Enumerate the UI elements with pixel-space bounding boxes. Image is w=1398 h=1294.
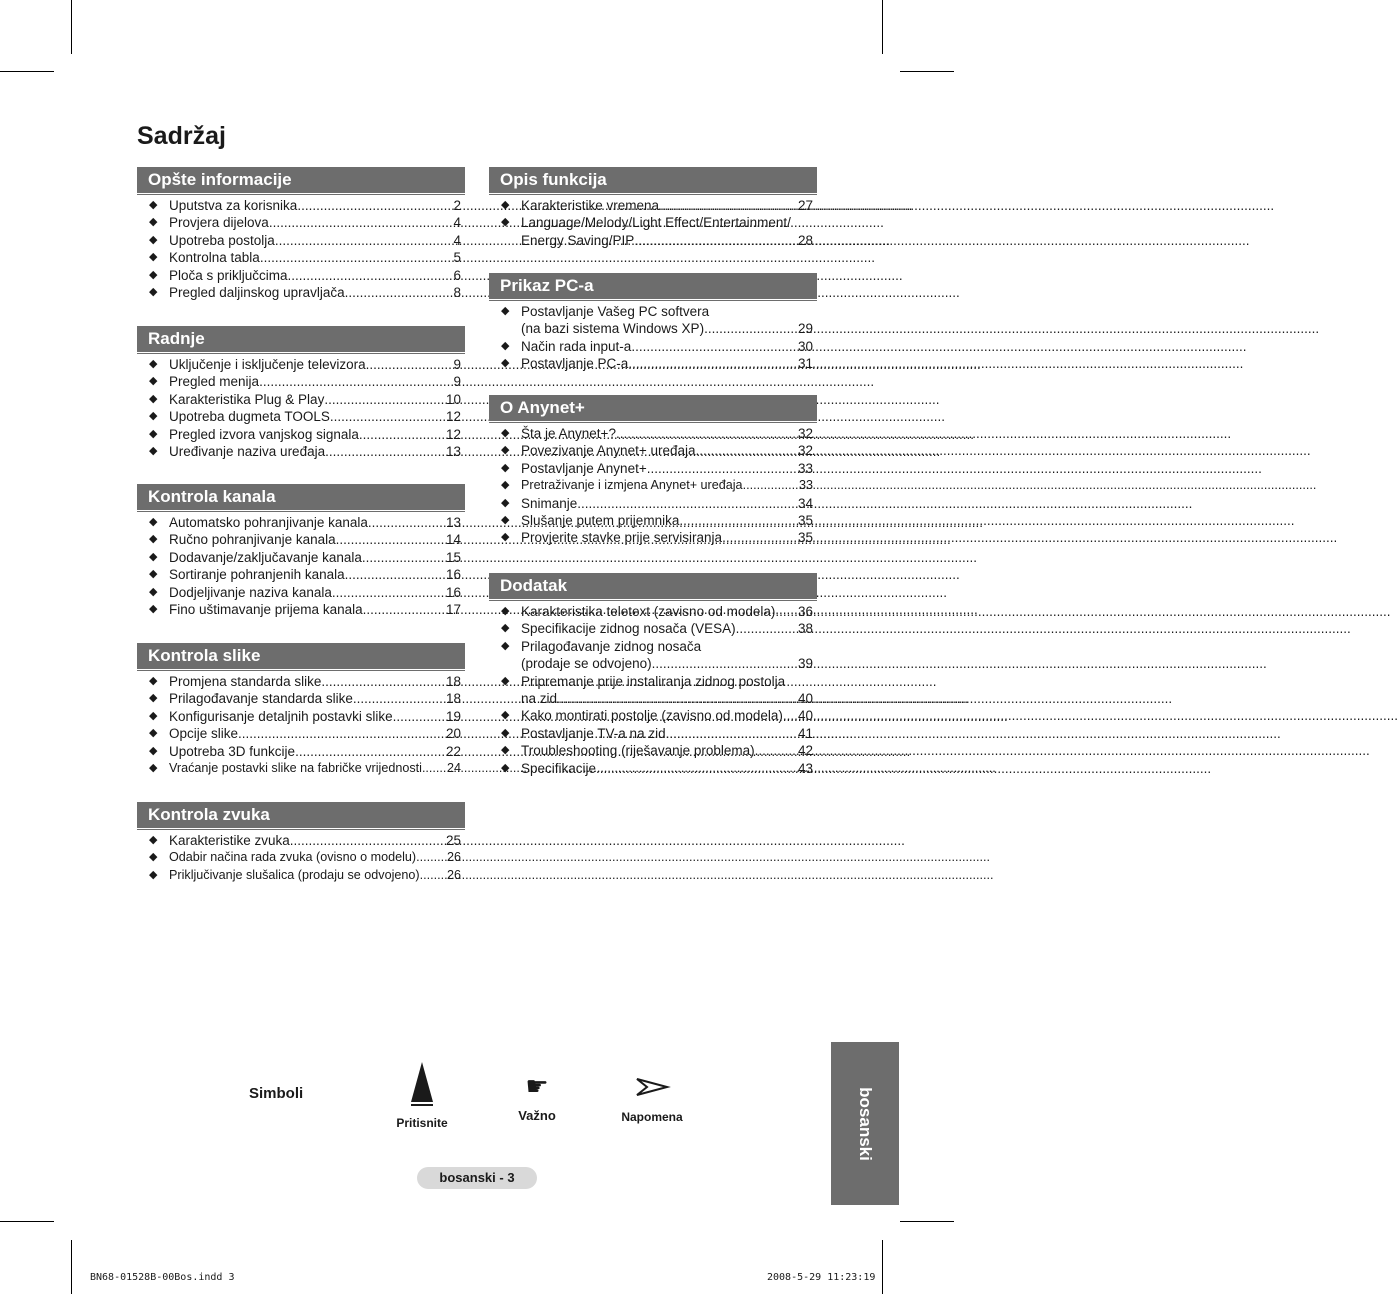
- dot-leader: [652, 655, 797, 672]
- crop-mark: [882, 1240, 883, 1294]
- toc-page-number: 6: [453, 267, 461, 283]
- symbols-label: Simboli: [249, 1085, 304, 1102]
- diamond-bullet-icon: ◆: [149, 533, 158, 546]
- section-items: [489, 303, 817, 373]
- diamond-bullet-icon: ◆: [149, 427, 158, 440]
- diamond-bullet-icon: ◆: [149, 392, 158, 405]
- toc-entry-text-line1: Pripremanje prije instaliranja zidnog postolja: [521, 673, 786, 689]
- toc-entry-text: Priključivanje slušalica (prodaju se odvojeno): [169, 867, 420, 882]
- toc-entry-text: Šta je Anynet+?: [521, 426, 616, 441]
- toc-entry[interactable]: [137, 197, 465, 214]
- diamond-bullet-icon: ◆: [149, 445, 158, 458]
- toc-entry-text: Ručno pohranjivanje kanala: [169, 532, 336, 548]
- dot-leader: [420, 867, 446, 884]
- toc-page-number: 33: [797, 460, 813, 476]
- toc-entry-text: Fino uštimavanje prijema kanala: [169, 602, 363, 618]
- toc-page-number: 27: [797, 198, 813, 213]
- diamond-bullet-icon: ◆: [501, 605, 510, 617]
- toc-page-number: 35: [797, 530, 813, 546]
- dot-leader: [634, 232, 797, 249]
- toc-entry-text: Karakteristike zvuka: [169, 833, 290, 848]
- diamond-bullet-icon: ◆: [501, 427, 510, 439]
- dot-leader: [743, 477, 798, 494]
- toc-entry[interactable]: [489, 620, 817, 637]
- toc-entry[interactable]: [137, 832, 465, 849]
- toc-entry-text: Provjerite stavke prije servisiranja: [521, 530, 723, 546]
- toc-page-number: 17: [445, 602, 461, 618]
- dot-leader: [238, 725, 445, 742]
- section-heading: Kontrola slike: [137, 643, 465, 669]
- dot-leader: [422, 760, 446, 777]
- toc-page-number: 19: [445, 708, 461, 724]
- dot-leader: [366, 356, 453, 373]
- diamond-bullet-icon: ◆: [501, 444, 510, 457]
- toc-entry-text: Upotreba dugmeta TOOLS: [169, 409, 330, 425]
- toc-section: [489, 273, 817, 373]
- diamond-bullet-icon: ◆: [149, 550, 158, 563]
- diamond-bullet-icon: ◆: [501, 639, 510, 652]
- dot-leader: [324, 391, 445, 408]
- diamond-bullet-icon: ◆: [149, 375, 158, 388]
- dot-leader: [345, 284, 453, 301]
- toc-page-number: 35: [797, 513, 813, 529]
- dot-leader: [362, 549, 445, 566]
- side-tab-label: bosanski: [856, 1086, 875, 1161]
- crop-mark: [882, 0, 883, 54]
- diamond-bullet-icon: ◆: [501, 514, 510, 527]
- diamond-bullet-icon: ◆: [149, 744, 158, 757]
- diamond-bullet-icon: ◆: [149, 233, 158, 246]
- diamond-bullet-icon: ◆: [501, 674, 510, 687]
- toc-entry[interactable]: [489, 603, 817, 620]
- dot-leader: [295, 743, 445, 760]
- dot-leader: [722, 529, 797, 546]
- toc-entry[interactable]: [137, 214, 465, 231]
- section-heading: Prikaz PC-a: [489, 273, 817, 299]
- toc-entry-text: Dodavanje/zaključavanje kanala: [169, 549, 362, 565]
- toc-section: [137, 802, 465, 884]
- diamond-bullet-icon: ◆: [149, 358, 158, 370]
- toc-entry-text: Promjena standarda slike: [169, 674, 322, 689]
- toc-entry[interactable]: [489, 477, 817, 494]
- section-heading: Opis funkcija: [489, 167, 817, 193]
- toc-page-number: 33: [798, 478, 813, 493]
- diamond-bullet-icon: ◆: [149, 675, 158, 687]
- diamond-bullet-icon: ◆: [149, 603, 158, 616]
- symbol-caption: Napomena: [621, 1110, 683, 1124]
- toc-entry-text: Snimanje: [521, 495, 578, 511]
- dot-leader: [596, 760, 797, 777]
- dot-leader: [275, 232, 453, 249]
- toc-page-number: 38: [797, 621, 813, 637]
- section-items: [137, 197, 465, 301]
- dot-leader: [363, 601, 445, 618]
- diamond-bullet-icon: ◆: [501, 305, 510, 317]
- toc-page-number: 16: [445, 584, 461, 600]
- toc-section: [137, 326, 465, 460]
- toc-entry[interactable]: [137, 373, 465, 390]
- toc-entry[interactable]: [137, 708, 465, 725]
- dot-leader: [557, 690, 797, 707]
- toc-entry-text: Dodjeljivanje naziva kanala: [169, 584, 332, 600]
- toc-page-number: 25: [445, 833, 461, 848]
- diamond-bullet-icon: ◆: [149, 727, 158, 740]
- toc-entry[interactable]: [489, 303, 817, 338]
- toc-entry[interactable]: [137, 743, 465, 760]
- diamond-bullet-icon: ◆: [149, 516, 158, 528]
- toc-page-number: 16: [445, 567, 461, 583]
- toc-page-number: 40: [797, 708, 813, 724]
- section-items: [137, 673, 465, 777]
- toc-entry-text: Kontrolna tabla: [169, 250, 260, 266]
- toc-page-number: 43: [797, 760, 813, 776]
- crop-mark: [900, 1221, 954, 1222]
- section-heading: Radnje: [137, 326, 465, 352]
- toc-page-number: 30: [797, 338, 813, 354]
- toc-entry[interactable]: [489, 673, 817, 708]
- toc-section: [489, 395, 817, 547]
- page-title: Sadržaj: [137, 122, 226, 150]
- dot-leader: [332, 584, 445, 601]
- toc-entry[interactable]: [137, 673, 465, 690]
- toc-page-number: 9: [453, 374, 461, 390]
- toc-entry[interactable]: [489, 707, 817, 724]
- dot-leader: [345, 566, 445, 583]
- dot-leader: [297, 197, 452, 214]
- dot-leader: [321, 673, 445, 690]
- dot-leader: [679, 512, 797, 529]
- dot-leader: [736, 620, 797, 637]
- toc-entry-text: Kako montirati postolje (zavisno od modela): [521, 708, 783, 724]
- toc-page-number: 8: [453, 285, 461, 301]
- dot-leader: [783, 707, 797, 724]
- toc-entry[interactable]: [489, 495, 817, 512]
- section-items: [489, 425, 817, 547]
- toc-entry[interactable]: [489, 442, 817, 459]
- toc-entry[interactable]: [489, 512, 817, 529]
- diamond-bullet-icon: ◆: [501, 479, 510, 492]
- toc-page-number: 5: [453, 250, 461, 266]
- symbol-press: [392, 1060, 452, 1130]
- toc-section: [137, 167, 465, 301]
- toc-entry[interactable]: [137, 601, 465, 618]
- language-side-tab: [831, 1042, 899, 1205]
- dot-leader: [416, 849, 446, 866]
- dot-leader: [336, 531, 445, 548]
- toc-entry-text: (na bazi sistema Windows XP): [521, 321, 705, 337]
- dot-leader: [290, 832, 445, 849]
- toc-page-number: 4: [453, 215, 461, 231]
- toc-entry-text: Karakteristike vremena: [521, 198, 660, 213]
- toc-entry-text: (prodaje se odvojeno): [521, 656, 652, 672]
- toc-entry-text: Provjera dijelova: [169, 215, 269, 231]
- toc-entry-text: Uključenje i isključenje televizora: [169, 357, 366, 372]
- section-heading: Opšte informacije: [137, 167, 465, 193]
- toc-entry-text-line1: Language/Melody/Light Effect/Entertainment/: [521, 215, 791, 231]
- symbol-note: [617, 1072, 687, 1124]
- toc-entry[interactable]: [489, 638, 817, 673]
- toc-entry-text: Postavljanje TV-a na zid: [521, 725, 666, 741]
- toc-entry[interactable]: [137, 284, 465, 301]
- toc-page-number: 34: [797, 495, 813, 511]
- toc-entry[interactable]: [137, 391, 465, 408]
- toc-page-number: 42: [797, 743, 813, 759]
- toc-entry[interactable]: [137, 566, 465, 583]
- arrow-note-icon: [635, 1075, 669, 1099]
- dot-leader: [755, 742, 797, 759]
- toc-entry-text: Pretraživanje i izmjena Anynet+ uređaja: [521, 478, 743, 493]
- toc-entry-text: Specifikacije: [521, 760, 597, 776]
- section-heading: O Anynet+: [489, 395, 817, 421]
- dot-leader: [696, 442, 797, 459]
- dot-leader: [631, 338, 797, 355]
- diamond-bullet-icon: ◆: [149, 251, 158, 264]
- toc-entry-text: Opcije slike: [169, 726, 239, 742]
- footer-timestamp: 2008-5-29 11:23:19: [767, 1272, 876, 1283]
- toc-entry-text: Pregled izvora vanjskog signala: [169, 426, 359, 442]
- diamond-bullet-icon: ◆: [149, 286, 158, 299]
- toc-section: [489, 573, 817, 777]
- toc-page-number: 32: [797, 426, 813, 441]
- section-heading: Kontrola zvuka: [137, 802, 465, 828]
- toc-entry[interactable]: [489, 725, 817, 742]
- symbol-caption: Važno: [518, 1108, 556, 1123]
- toc-entry-text: Troubleshooting (riješavanje problema): [521, 743, 755, 759]
- toc-entry-text: Automatsko pohranjivanje kanala: [169, 515, 368, 530]
- symbol-caption: Pritisnite: [396, 1116, 448, 1130]
- dot-leader: [647, 460, 797, 477]
- diamond-bullet-icon: ◆: [501, 357, 510, 370]
- toc-entry[interactable]: [489, 529, 817, 546]
- dot-leader: [628, 355, 797, 372]
- toc-entry[interactable]: [137, 867, 465, 884]
- toc-entry[interactable]: [137, 725, 465, 742]
- toc-entry-text: Upotreba 3D funkcije: [169, 743, 296, 759]
- toc-entry-text: Odabir načina rada zvuka (ovisno o modelu): [169, 850, 417, 865]
- toc-page-number: 15: [445, 549, 461, 565]
- dot-leader: [259, 373, 452, 390]
- diamond-bullet-icon: ◆: [149, 199, 158, 211]
- dot-leader: [359, 426, 445, 443]
- toc-entry-text: Način rada input-a: [521, 338, 632, 354]
- dot-leader: [353, 690, 445, 707]
- toc-page-number: 4: [453, 232, 461, 248]
- diamond-bullet-icon: ◆: [149, 851, 158, 864]
- diamond-bullet-icon: ◆: [149, 268, 158, 281]
- diamond-bullet-icon: ◆: [149, 568, 158, 581]
- dot-leader: [368, 514, 445, 531]
- diamond-bullet-icon: ◆: [501, 496, 510, 509]
- toc-page-number: 26: [446, 850, 461, 865]
- diamond-bullet-icon: ◆: [149, 692, 158, 705]
- dot-leader: [616, 425, 797, 442]
- toc-page-number: 18: [445, 691, 461, 707]
- section-items: [137, 832, 465, 884]
- section-items: [489, 197, 817, 249]
- diamond-bullet-icon: ◆: [501, 339, 510, 352]
- toc-entry-text: Povezivanje Anynet+ uređaja: [521, 443, 696, 459]
- dot-leader: [260, 249, 453, 266]
- toc-entry-text: Slušanje putem prijemnika: [521, 513, 680, 529]
- toc-entry-text: Vraćanje postavki slike na fabričke vrijednosti: [169, 761, 422, 776]
- toc-entry-text: Postavljanje Anynet+: [521, 460, 647, 476]
- section-items: [137, 514, 465, 618]
- toc-entry[interactable]: [489, 338, 817, 355]
- diamond-bullet-icon: ◆: [501, 199, 510, 211]
- toc-section: [489, 167, 817, 249]
- toc-page-number: 12: [445, 409, 461, 425]
- toc-entry-text: Konfigurisanje detaljnih postavki slike: [169, 708, 393, 724]
- toc-entry-text: Uputstva za korisnika: [169, 198, 298, 213]
- diamond-bullet-icon: ◆: [501, 622, 510, 635]
- toc-entry-text: Sortiranje pohranjenih kanala: [169, 567, 345, 583]
- toc-entry[interactable]: [137, 426, 465, 443]
- toc-page-number: 12: [445, 426, 461, 442]
- crop-mark: [900, 71, 954, 72]
- section-items: [137, 356, 465, 460]
- diamond-bullet-icon: ◆: [149, 709, 158, 722]
- toc-entry-text: na zid: [521, 691, 558, 707]
- toc-section: [137, 643, 465, 777]
- diamond-bullet-icon: ◆: [149, 868, 158, 881]
- diamond-bullet-icon: ◆: [149, 410, 158, 423]
- toc-entry[interactable]: [137, 408, 465, 425]
- toc-page-number: 9: [453, 357, 461, 372]
- toc-entry-text: Karakteristika Plug & Play: [169, 391, 325, 407]
- dot-leader: [269, 214, 453, 231]
- toc-entry[interactable]: [489, 425, 817, 442]
- toc-entry[interactable]: [489, 197, 817, 214]
- toc-entry-text: Upotreba postolja: [169, 232, 275, 248]
- diamond-bullet-icon: ◆: [149, 216, 158, 229]
- toc-entry[interactable]: [137, 849, 465, 866]
- dot-leader: [325, 443, 445, 460]
- crop-mark: [0, 71, 54, 72]
- symbol-important: [507, 1072, 567, 1123]
- toc-entry-text-line1: Prilagođavanje zidnog nosača: [521, 638, 702, 654]
- toc-entry[interactable]: [489, 742, 817, 759]
- page-number-badge: bosanski - 3: [417, 1167, 537, 1189]
- diamond-bullet-icon: ◆: [501, 216, 510, 229]
- diamond-bullet-icon: ◆: [501, 744, 510, 757]
- toc-entry[interactable]: [137, 584, 465, 601]
- toc-page-number: 29: [797, 321, 813, 337]
- footer-file-info: BN68-01528B-00Bos.indd 3: [90, 1272, 235, 1283]
- toc-entry-text: Energy Saving/PIP: [521, 232, 635, 248]
- diamond-bullet-icon: ◆: [149, 762, 158, 775]
- diamond-bullet-icon: ◆: [149, 834, 158, 846]
- toc-entry[interactable]: [137, 267, 465, 284]
- toc-page-number: 26: [446, 867, 461, 882]
- diamond-bullet-icon: ◆: [501, 726, 510, 739]
- diamond-bullet-icon: ◆: [501, 709, 510, 722]
- crop-mark: [71, 1240, 72, 1294]
- toc-entry[interactable]: [137, 356, 465, 373]
- toc-page-number: 18: [445, 674, 461, 689]
- pointing-hand-icon: ☛: [525, 1072, 549, 1102]
- toc-page-number: 24: [446, 761, 461, 776]
- toc-entry[interactable]: [137, 514, 465, 531]
- toc-entry[interactable]: [137, 249, 465, 266]
- toc-page-number: 39: [797, 656, 813, 672]
- diamond-bullet-icon: ◆: [501, 461, 510, 474]
- toc-page-number: 2: [453, 198, 461, 213]
- diamond-bullet-icon: ◆: [501, 761, 510, 774]
- dot-leader: [775, 603, 797, 620]
- dot-leader: [393, 708, 445, 725]
- dot-leader: [330, 408, 445, 425]
- toc-entry[interactable]: [137, 760, 465, 777]
- toc-entry-text: Specifikacije zidnog nosača (VESA): [521, 621, 736, 637]
- toc-page-number: 40: [797, 691, 813, 707]
- toc-page-number: 20: [445, 726, 461, 742]
- toc-page-number: 31: [797, 356, 813, 372]
- toc-entry-text-line1: Postavljanje Vašeg PC softvera: [521, 304, 710, 319]
- toc-entry-text: Uređivanje naziva uređaja: [169, 444, 326, 460]
- crop-mark: [71, 0, 72, 54]
- dot-leader: [577, 495, 797, 512]
- toc-page-number: 22: [445, 743, 461, 759]
- toc-entry[interactable]: [489, 214, 817, 249]
- toc-entry[interactable]: [137, 443, 465, 460]
- toc-page-number: 10: [445, 391, 461, 407]
- toc-page-number: 28: [797, 232, 813, 248]
- toc-entry-text: Ploča s priključcima: [169, 267, 288, 283]
- toc-page-number: 13: [445, 515, 461, 530]
- dot-leader: [288, 267, 453, 284]
- toc-section: [137, 484, 465, 618]
- toc-entry[interactable]: [137, 531, 465, 548]
- toc-page-number: 14: [445, 532, 461, 548]
- toc-entry-text: Pregled menija: [169, 374, 260, 390]
- dot-leader: [659, 197, 797, 214]
- toc-page-number: 13: [445, 444, 461, 460]
- press-icon: [407, 1060, 437, 1110]
- toc-page-number: 32: [797, 443, 813, 459]
- toc-entry[interactable]: [489, 355, 817, 372]
- toc-page-number: 41: [797, 725, 813, 741]
- toc-entry[interactable]: [137, 549, 465, 566]
- diamond-bullet-icon: ◆: [501, 531, 510, 544]
- toc-entry[interactable]: [137, 232, 465, 249]
- dot-leader: [704, 320, 797, 337]
- toc-entry-text: Karakteristika teletext (zavisno od modela): [521, 604, 776, 619]
- section-items: [489, 603, 817, 777]
- crop-mark: [0, 1221, 54, 1222]
- section-heading: Kontrola kanala: [137, 484, 465, 510]
- dot-leader: [666, 725, 797, 742]
- toc-entry-text: Pregled daljinskog upravljača: [169, 285, 345, 301]
- toc-entry[interactable]: [137, 690, 465, 707]
- toc-page-number: 36: [797, 604, 813, 619]
- toc-entry[interactable]: [489, 460, 817, 477]
- diamond-bullet-icon: ◆: [149, 585, 158, 598]
- section-heading: Dodatak: [489, 573, 817, 599]
- toc-entry[interactable]: [489, 760, 817, 777]
- toc-entry-text: Postavljanje PC-a: [521, 356, 629, 372]
- toc-entry-text: Prilagođavanje standarda slike: [169, 691, 353, 707]
